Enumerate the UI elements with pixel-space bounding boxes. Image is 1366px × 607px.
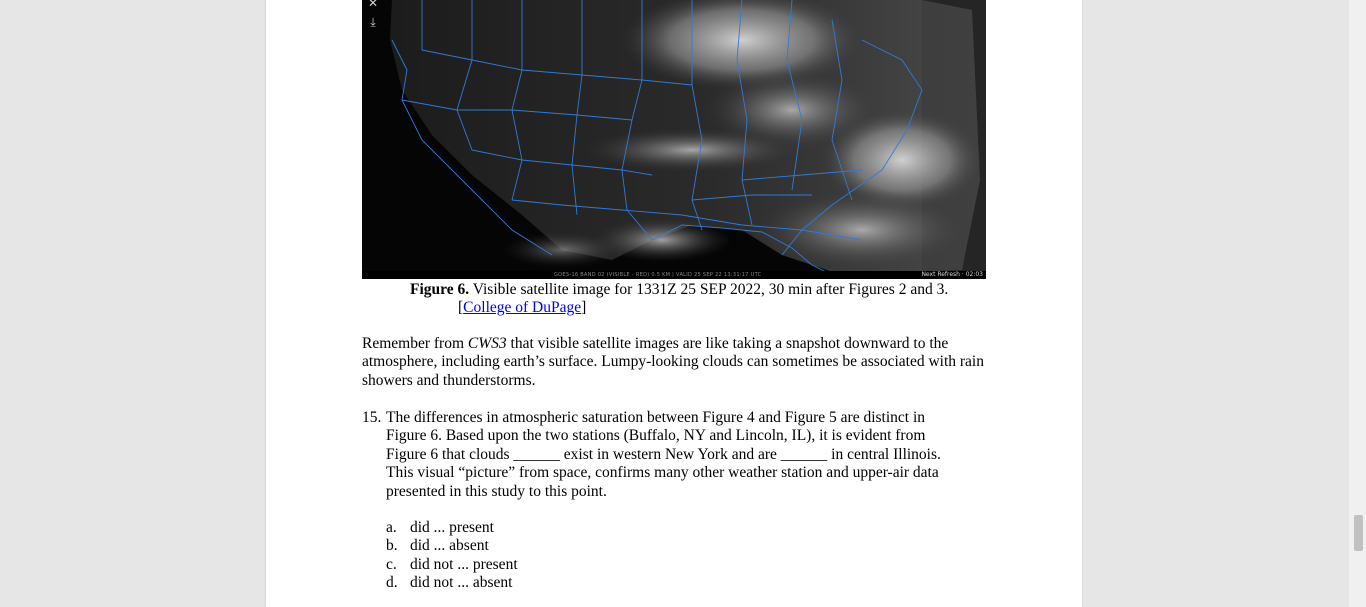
download-icon[interactable]: ⤓ xyxy=(370,14,376,29)
option-text: did not ... present xyxy=(410,555,518,573)
source-link[interactable]: College of DuPage xyxy=(463,299,582,316)
option-letter: b. xyxy=(386,537,398,555)
bracket-close: ] xyxy=(581,299,587,316)
option-letter: d. xyxy=(386,574,398,592)
option-b xyxy=(386,537,786,555)
option-text: did ... present xyxy=(410,519,494,536)
next-refresh: Next Refresh · 02:03 xyxy=(921,271,983,278)
body-paragraph xyxy=(362,335,986,390)
paragraph-italic: CWS3 xyxy=(467,335,507,352)
option-text: did ... absent xyxy=(410,537,489,555)
figure-caption xyxy=(410,281,990,317)
answer-options xyxy=(386,519,786,593)
scrollbar-thumb[interactable] xyxy=(1354,515,1363,551)
document-page xyxy=(266,0,1082,607)
question-line: Figure 6. Based upon the two stations (Buffalo, NY and Lincoln, IL), it is evident from xyxy=(386,427,926,445)
question-line: presented in this study to this point. xyxy=(386,482,607,500)
satellite-footer xyxy=(362,271,986,279)
option-letter: c. xyxy=(386,555,397,573)
satellite-image xyxy=(362,0,986,279)
caption-source xyxy=(410,299,990,317)
question-text xyxy=(386,409,986,501)
question-15 xyxy=(362,409,986,501)
question-number: 15. xyxy=(362,409,382,426)
option-c xyxy=(386,556,786,574)
caption-text: Visible satellite image for 1331Z 25 SEP 2022, 30 min after Figures 2 and 3. xyxy=(469,281,949,298)
paragraph-after: that visible satellite images are like taking a snapshot downward to the atmosphere, including earth’s surface. Lumpy-looking clouds can sometimes be associated with rain showers and thunderstorms. xyxy=(362,335,984,389)
wrench-icon[interactable]: ✕ xyxy=(367,0,379,10)
option-text: did not ... absent xyxy=(410,574,513,592)
question-line: Figure 6 that clouds ______ exist in western New York and are ______ in central Illinois. xyxy=(386,445,941,463)
option-d xyxy=(386,574,786,592)
satellite-info: GOES-16 BAND 02 (VISIBLE - RED) 0.5 KM | VALID 25 SEP 22 13:31:17 UTC xyxy=(554,272,762,278)
paragraph-before: Remember from xyxy=(362,335,468,352)
option-a xyxy=(386,519,786,537)
satellite-map xyxy=(362,0,986,279)
question-line: The differences in atmospheric saturation between Figure 4 and Figure 5 are distinct in xyxy=(386,409,926,426)
bracket-open: [ xyxy=(458,299,464,316)
caption-label: Figure 6. xyxy=(410,281,470,298)
question-line: This visual “picture” from space, confirms many other weather station and upper-air data xyxy=(386,464,939,482)
vertical-scrollbar[interactable] xyxy=(1349,0,1366,607)
option-letter: a. xyxy=(386,519,397,536)
